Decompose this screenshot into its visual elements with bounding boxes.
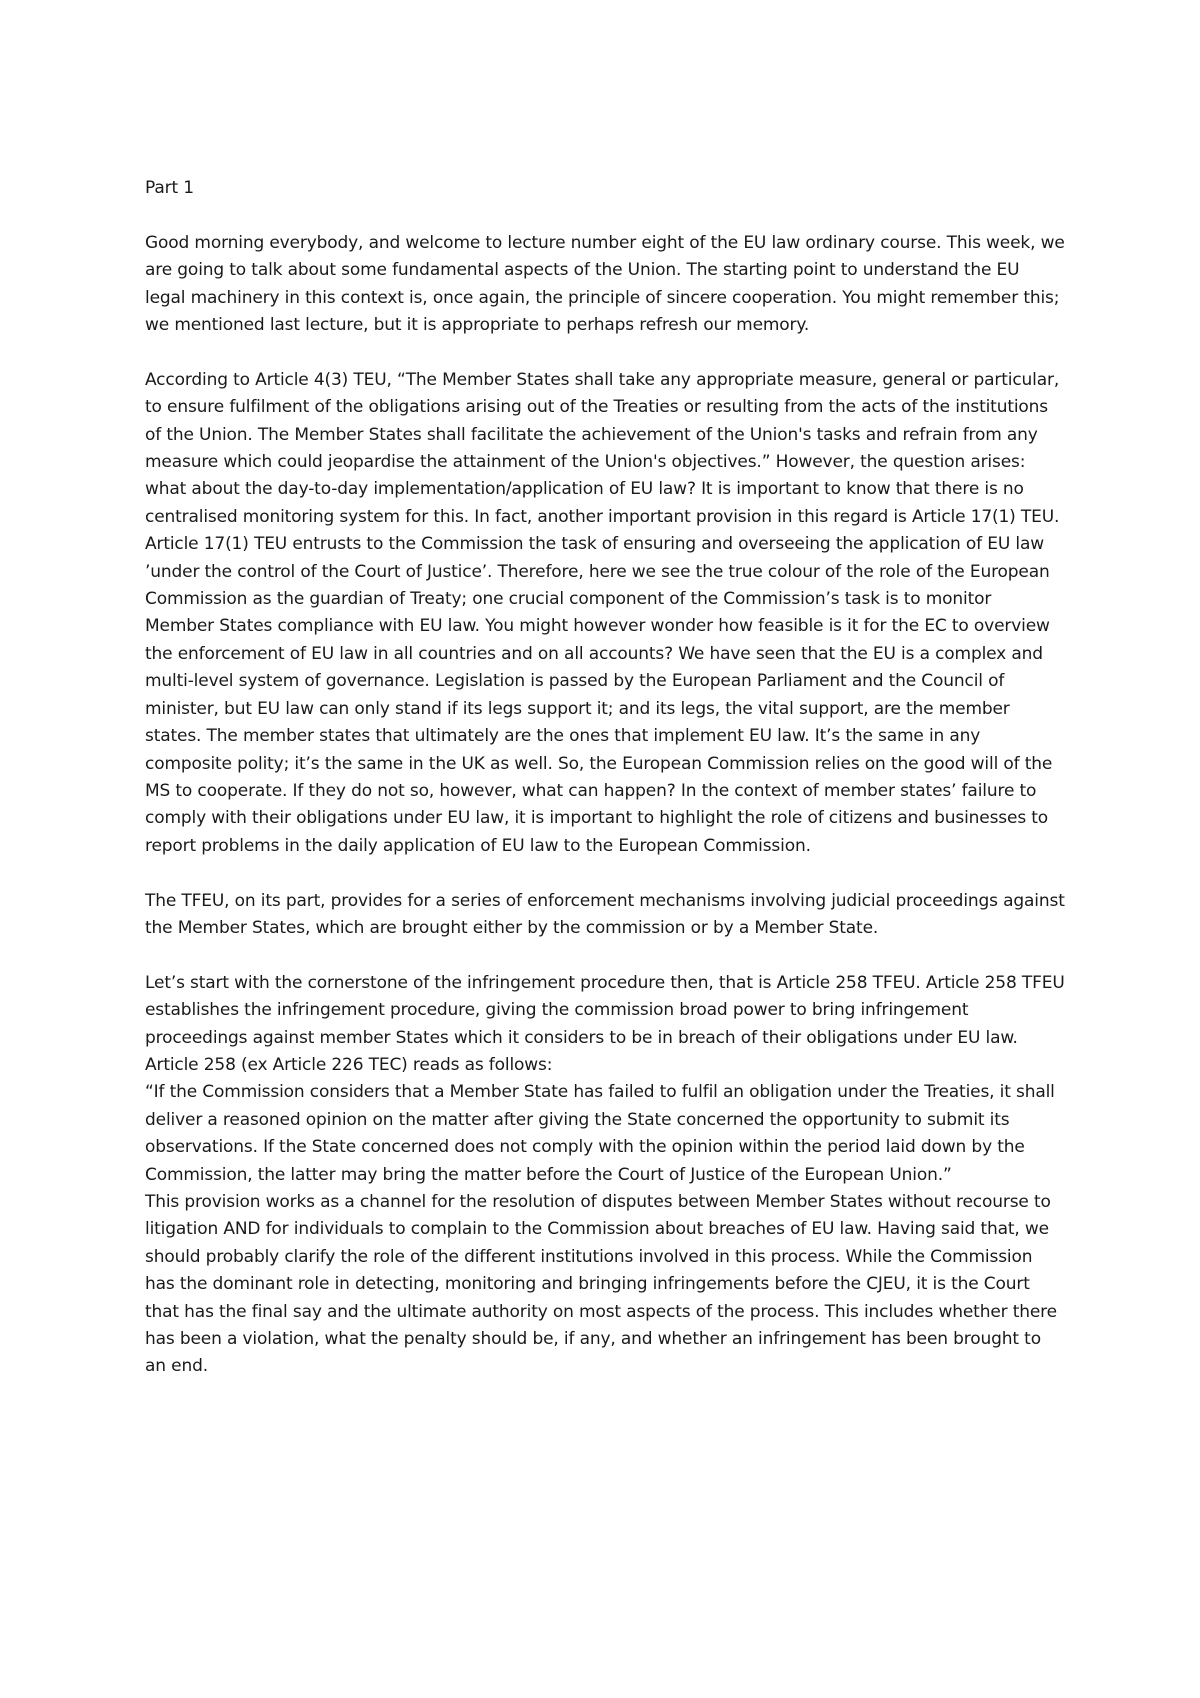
paragraph-intro: Good morning everybody, and welcome to lecture number eight of the EU law ordinary course. This week, we are going to talk about some fundamental aspects of the Union. The starting point to understand the EU legal machinery in this context is, once again, the principle of sincere cooperation. You might remember this; we mentioned last lecture, but it is appropriate to perhaps refresh our memory. bbox=[145, 232, 1065, 336]
paragraph-article-4-3: According to Article 4(3) TEU, “The Member States shall take any appropriate measure, general or particular, to ensure fulfilment of the obligations arising out of the Treaties or resulting from the acts of the institutions of the Union. The Member States shall facilitate the achievement of the Union's tasks and refrain from any measure which could jeopardise the attainment of the Union's objectives.” However, the question arises: what about the day-to-day implementation/application of EU law? It is important to know that there is no centralised monitoring system for this. In fact, another important provision in this regard is Article 17(1) TEU. Article 17(1) TEU entrusts to the Commission the task of ensuring and overseeing the application of EU law ’under the control of the Court of Justice’. Therefore, here we see the true colour of the role of the European Commission as the guardian of Treaty; one crucial component of the Commission’s task is to monitor Member States compliance with EU law. You might however wonder how feasible is it for the EC to overview the enforcement of EU law in all countries and on all accounts? We have seen that the EU is a complex and multi-level system of governance. Legislation is passed by the European Parliament and the Council of minister, but EU law can only stand if its legs support it; and its legs, the vital support, are the member states. The member states that ultimately are the ones that implement EU law. It’s the same in any composite polity; it’s the same in the UK as well. So, the European Commission relies on the good will of the MS to cooperate. If they do not so, however, what can happen? In the context of member states’ failure to comply with their obligations under EU law, it is important to highlight the role of citizens and businesses to report problems in the daily application of EU law to the European Commission. bbox=[145, 369, 1060, 856]
paragraph-tfeu-enforcement: The TFEU, on its part, provides for a series of enforcement mechanisms involving judicial proceedings against the Member States, which are brought either by the commission or by a Member State. bbox=[145, 890, 1065, 938]
paragraph-institutions-role: This provision works as a channel for the resolution of disputes between Member States without recourse to litigation AND for individuals to complain to the Commission about breaches of EU law. Having said that, we should probably clarify the role of the different institutions involved in this process. While the Commission has the dominant role in detecting, monitoring and bringing infringements before the CJEU, it is the Court that has the final say and the ultimate authority on most aspects of the process. This includes whether there has been a violation, what the penalty should be, if any, and whether an infringement has been brought to an end. bbox=[145, 1191, 1057, 1377]
paragraph-article-258: Let’s start with the cornerstone of the infringement procedure then, that is Article 258 TFEU. Article 258 TFEU establishes the infringement procedure, giving the commission broad power to bring infringement proceedings against member States which it considers to be in breach of their obligations under EU law. Article 258 (ex Article 226 TEC) reads as follows: bbox=[145, 972, 1065, 1075]
document-body bbox=[145, 175, 1065, 1381]
paragraph-article-258-quote: “If the Commission considers that a Member State has failed to fulfil an obligation under the Treaties, it shall deliver a reasoned opinion on the matter after giving the State concerned the opportunity to submit its observations. If the State concerned does not comply with the opinion within the period laid down by the Commission, the latter may bring the matter before the Court of Justice of the European Union.” bbox=[145, 1082, 1055, 1185]
section-heading: Part 1 bbox=[145, 178, 194, 198]
